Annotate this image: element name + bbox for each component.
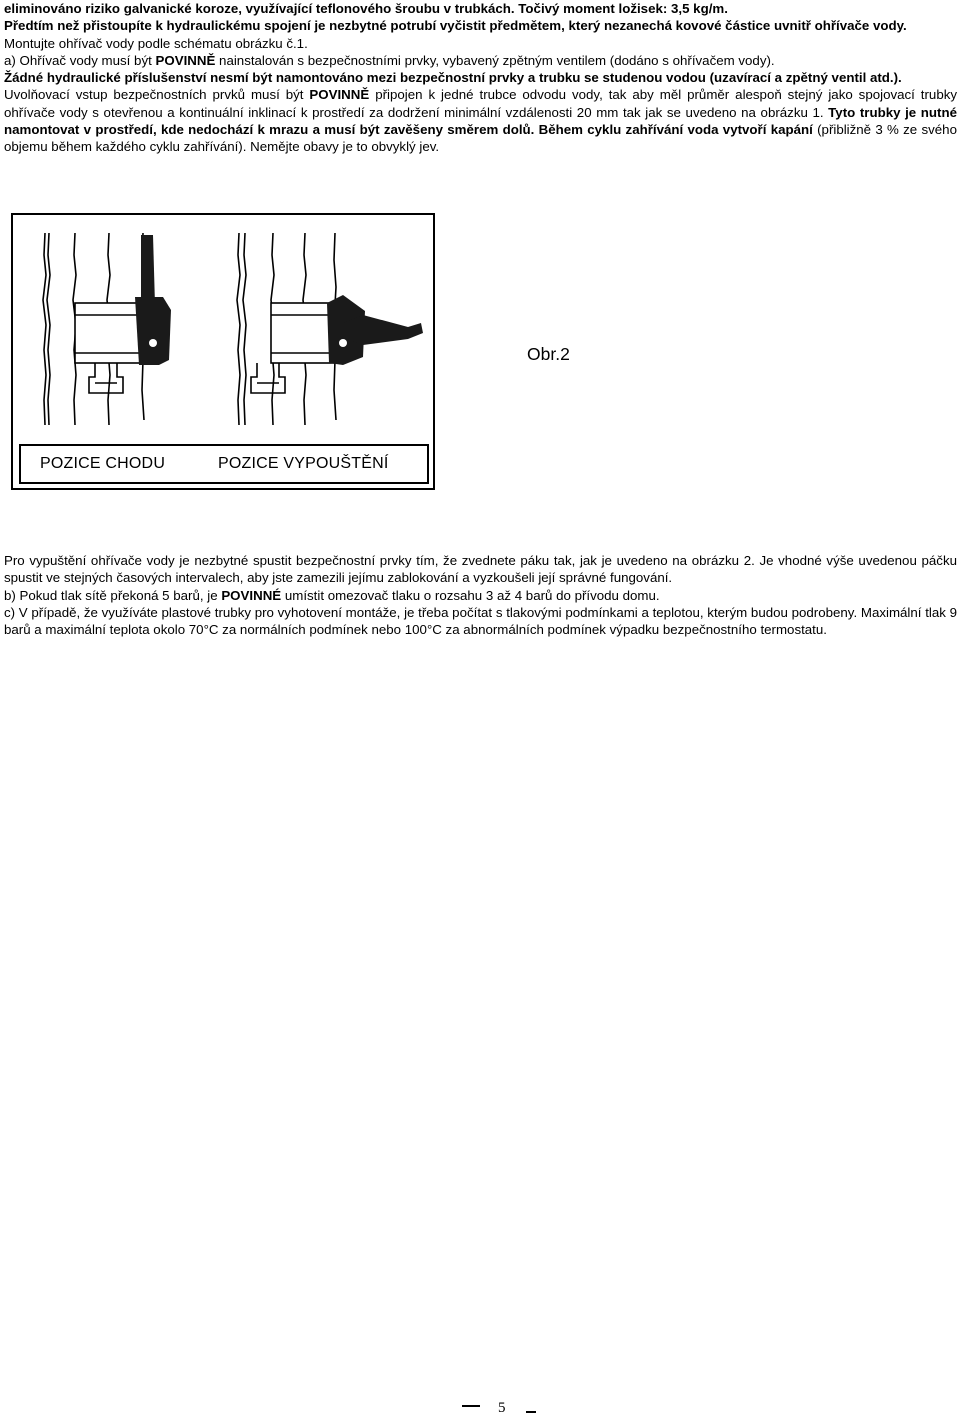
caption-drain-position: POZICE VYPOUŠTĚNÍ — [218, 455, 389, 472]
footer-dash-right — [526, 1411, 536, 1413]
paragraph-no-accessories: Žádné hydraulické příslušenství nesmí být namontováno mezi bezpečnostní prvky a trubku se studenou vodou (uzavírací a zpětný ventil atd.). — [4, 70, 902, 86]
paragraph-corrosion: eliminováno riziko galvanické koroze, využívající teflonového šroubu v trubkách. Točivý moment ložisek: 3,5 kg/m. — [4, 1, 728, 16]
left-lever-handle — [141, 235, 155, 305]
figure-number: Obr.2 — [527, 344, 570, 364]
paragraph-cleaning: Předtím než přistoupíte k hydraulickému spojení je nezbytné potrubí vyčistit předmětem, který nezanechá kovové částice uvnitř ohřívače vody. — [4, 18, 907, 34]
page-number: 5 — [498, 1400, 506, 1416]
page-footer — [456, 1402, 546, 1422]
paragraph-release-inlet: Uvolňovací vstup bezpečnostních prvků musí být POVINNĚ připojen k jedné trubce odvodu vody, tak aby měl průměr alespoň stejný jako spojovací trubky ohřívače vody s otevřenou a kontinuální inklinací k prostředí za dodržení minimální vzdálenosti 20 mm tak jak se uvedeno na obrázku 1. Tyto trubky je nutné namontovat v prostředí, kde nedochází k mrazu a musí být zavěšeny směrem dolů. Během cyklu zahřívání voda vytvoří kapání (přibližně 3 % ze svého objemu během každého cyklu zahřívání). Nemějte obavy je to obvyklý jev. — [4, 87, 958, 155]
figure-caption-box — [19, 444, 429, 484]
left-lever-pivot — [149, 339, 157, 347]
paragraph-c: c) V případě, že využíváte plastové trubky pro vyhotovení montáže, je třeba počítat s tlakovými podmínkami a teplotou, kterým budou podrobeny. Maximální tlak 9 barů a maximální teplota okolo 70°C za normálních podmínek nebo 100°C za abnormálních podmínek výpadku bezpečnostního termostatu. — [4, 604, 957, 638]
paragraph-b: b) Pokud tlak sítě překoná 5 barů, je POVINNÉ umístit omezovač tlaku o rozsahu 3 až 4 barů do přívodu domu. — [4, 587, 660, 603]
caption-running-position: POZICE CHODU — [40, 455, 166, 472]
left-lever-body — [135, 297, 171, 365]
right-lever-pivot — [339, 339, 347, 347]
intro-text-block — [4, 0, 957, 156]
paragraph-mount: Montujte ohřívač vody podle schématu obrázku č.1. — [4, 35, 308, 51]
footer-dash-left — [462, 1405, 480, 1407]
drain-text-block — [4, 552, 957, 638]
left-valve-drawing — [43, 233, 144, 425]
right-lever-handle — [343, 315, 423, 345]
figure-safety-valve — [11, 213, 435, 490]
right-valve-drawing — [237, 233, 336, 425]
paragraph-drain: Pro vypuštění ohřívače vody je nezbytné spustit bezpečnostní prvky tím, že zvednete páku tak, jak je uvedeno na obrázku 2. Je vhodné výše uvedenou páčku spustit ve stejných časových intervalech, aby jste zamezili jejímu zablokování a vyzkoušeli její správné fungování. — [4, 553, 957, 586]
paragraph-a: a) Ohřívač vody musí být POVINNĚ nainstalován s bezpečnostními prvky, vybavený zpětným ventilem (dodáno s ohřívačem vody). — [4, 52, 775, 68]
